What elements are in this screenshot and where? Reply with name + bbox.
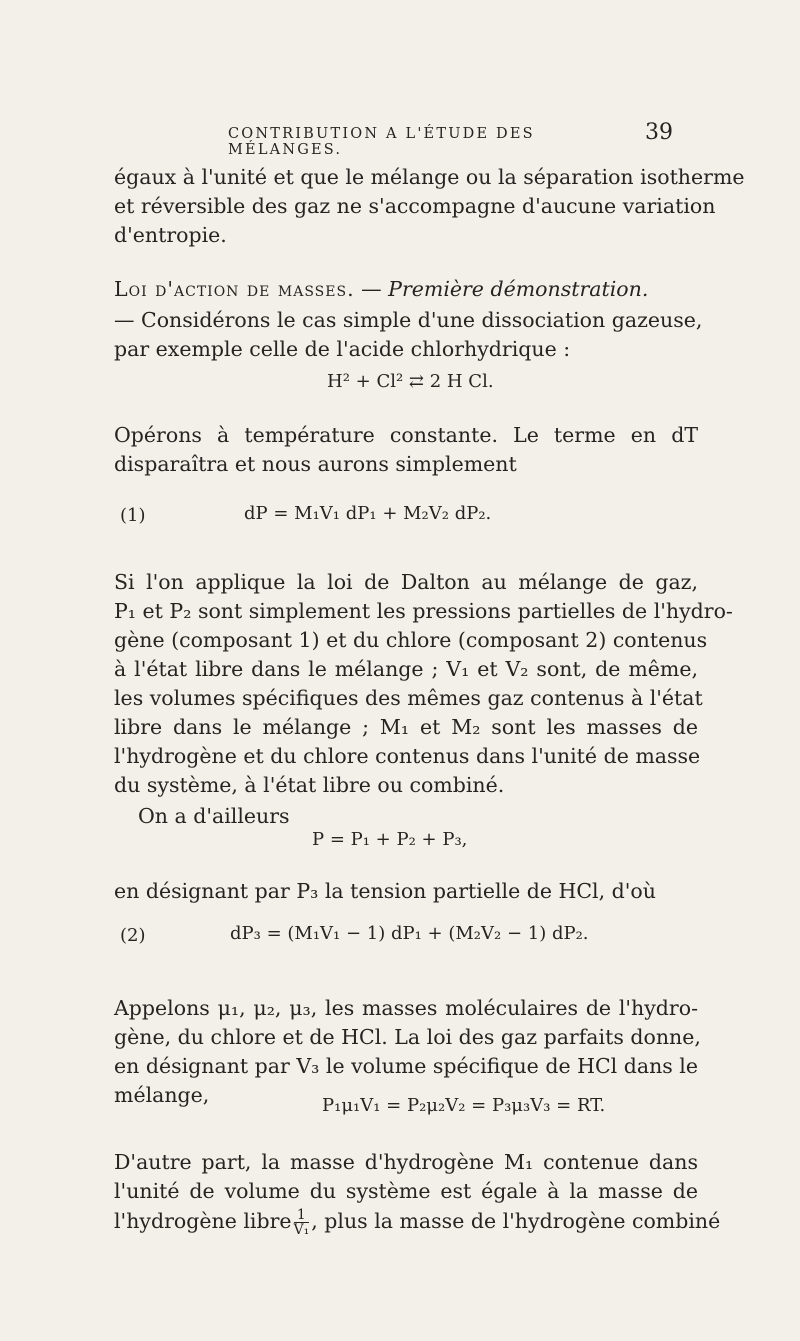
text-line: l'hydrogène et du chlore contenus dans l'unité de masse <box>114 744 701 768</box>
equation-number: (1) <box>120 505 146 526</box>
text-line: Si l'on applique la loi de Dalton au mélange de gaz, <box>114 570 698 594</box>
text-line <box>114 1207 721 1238</box>
text-span: l'hydrogène libre <box>114 1209 292 1233</box>
page-number: 39 <box>645 120 673 145</box>
section-heading <box>114 277 698 301</box>
heading-dash: — <box>354 277 389 301</box>
equation-pressure: P = P₁ + P₂ + P₃, <box>312 829 468 850</box>
fraction-denominator: V₁ <box>293 1222 310 1238</box>
text-line: en désignant par V₃ le volume spécifique de HCl dans le <box>114 1054 698 1078</box>
text-line: P₁ et P₂ sont simplement les pressions partielles de l'hydro- <box>114 599 733 623</box>
text-span: , plus la masse de l'hydrogène combiné <box>311 1209 721 1233</box>
heading-text: Loi d'action de masses. <box>114 277 355 301</box>
equation-reaction: H² + Cl² ⇄ 2 H Cl. <box>327 371 494 392</box>
text-line: égaux à l'unité et que le mélange ou la séparation isotherme <box>114 165 745 189</box>
text-line: gène (composant 1) et du chlore (composant 2) contenus <box>114 628 708 652</box>
equation-number: (2) <box>120 925 146 946</box>
fraction-numerator: 1 <box>294 1208 310 1223</box>
text-line: mélange, <box>114 1083 210 1107</box>
text-line: gène, du chlore et de HCl. La loi des gaz parfaits donne, <box>114 1025 701 1049</box>
text-line: du système, à l'état libre ou combiné. <box>114 773 505 797</box>
text-line: par exemple celle de l'acide chlorhydrique : <box>114 337 571 361</box>
text-line: à l'état libre dans le mélange ; V₁ et V₂ sont, de même, <box>114 657 698 681</box>
text-line: en désignant par P₃ la tension partielle de HCl, d'où <box>114 879 656 903</box>
text-line: l'unité de volume du système est égale à la masse de <box>114 1179 698 1203</box>
running-title: CONTRIBUTION A L'ÉTUDE DES MÉLANGES. <box>228 126 535 158</box>
text-line: D'autre part, la masse d'hydrogène M₁ contenue dans <box>114 1150 698 1174</box>
text-line: Opérons à température constante. Le terme en dT <box>114 423 698 447</box>
equation-1: dP = M₁V₁ dP₁ + M₂V₂ dP₂. <box>244 503 492 524</box>
heading-italic: Première démonstration. <box>388 277 649 301</box>
text-line: et réversible des gaz ne s'accompagne d'aucune variation <box>114 194 716 218</box>
text-line: les volumes spécifiques des mêmes gaz contenus à l'état <box>114 686 703 710</box>
text-line: Appelons μ₁, μ₂, μ₃, les masses moléculaires de l'hydro- <box>114 996 698 1020</box>
fraction <box>294 1208 310 1237</box>
text-line: On a d'ailleurs <box>138 804 290 828</box>
text-line: d'entropie. <box>114 223 227 247</box>
text-line: libre dans le mélange ; M₁ et M₂ sont les masses de <box>114 715 698 739</box>
text-line: — Considérons le cas simple d'une dissociation gazeuse, <box>114 308 703 332</box>
equation-gas-law: P₁μ₁V₁ = P₂μ₂V₂ = P₃μ₃V₃ = RT. <box>322 1095 606 1116</box>
text-line: disparaîtra et nous aurons simplement <box>114 452 517 476</box>
equation-2: dP₃ = (M₁V₁ − 1) dP₁ + (M₂V₂ − 1) dP₂. <box>230 923 589 944</box>
